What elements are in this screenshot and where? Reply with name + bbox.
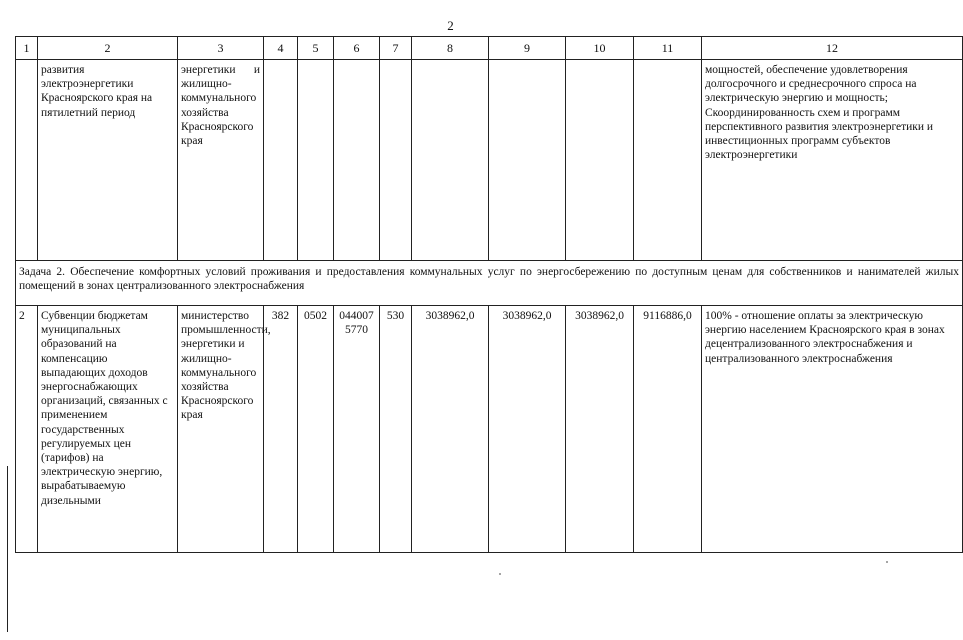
cell-csr — [334, 60, 380, 261]
header-cell: 10 — [566, 37, 634, 60]
cell-rzpr: 0502 — [298, 306, 334, 553]
cell-year2: 3038962,0 — [489, 306, 566, 553]
cell-responsible: министерство промышленности, энергетики и жилищно-коммунального хозяйства Красноярского края — [178, 306, 264, 553]
cell-result: мощностей, обеспечение удовлетворения долгосрочного и среднесрочного спроса на электрическую энергию и мощность; Скоординированность схем и программ перспективного развития электроэнергетики и инвестиционных программ субъектов электроэнергетики — [702, 60, 963, 261]
header-cell: 4 — [264, 37, 298, 60]
header-cell: 12 — [702, 37, 963, 60]
margin-line — [7, 466, 8, 632]
cell-csr: 0440075770 — [334, 306, 380, 553]
header-cell: 9 — [489, 37, 566, 60]
task-row — [16, 261, 963, 306]
cell-year3: 3038962,0 — [566, 306, 634, 553]
header-cell: 1 — [16, 37, 38, 60]
header-cell: 11 — [634, 37, 702, 60]
cell-responsible: энергетики и жилищно-коммунального хозяйства Красноярского края — [178, 60, 264, 261]
cell-vr: 530 — [380, 306, 412, 553]
table-row — [16, 60, 963, 261]
table-row — [16, 306, 963, 553]
page-number: 2 — [447, 18, 454, 33]
cell-number: 2 — [16, 306, 38, 553]
cell-year1: 3038962,0 — [412, 306, 489, 553]
cell-rzpr — [298, 60, 334, 261]
header-cell: 8 — [412, 37, 489, 60]
cell-year1 — [412, 60, 489, 261]
cell-total — [634, 60, 702, 261]
header-cell: 7 — [380, 37, 412, 60]
cell-measure-name: Субвенции бюджетам муниципальных образований на компенсацию выпадающих доходов энергоснабжающих организаций, связанных с применением государственных регулируемых цен (тарифов) на электрическую энергию, вырабатываемую дизельными — [38, 306, 178, 553]
task-text: Задача 2. Обеспечение комфортных условий проживания и предоставления коммунальных услуг по энергосбережению по доступным ценам для собственников и нанимателей жилых помещений в зонах централизованного электроснабжения — [16, 261, 963, 306]
scan-speck — [886, 561, 888, 563]
cell-vr — [380, 60, 412, 261]
cell-measure-name: развития электроэнергетики Красноярского края на пятилетний период — [38, 60, 178, 261]
header-cell: 5 — [298, 37, 334, 60]
cell-grbs: 382 — [264, 306, 298, 553]
header-cell: 6 — [334, 37, 380, 60]
cell-grbs — [264, 60, 298, 261]
cell-total: 9116886,0 — [634, 306, 702, 553]
header-cell: 3 — [178, 37, 264, 60]
scan-speck — [499, 573, 501, 575]
cell-year3 — [566, 60, 634, 261]
cell-number — [16, 60, 38, 261]
budget-table — [15, 36, 963, 553]
cell-year2 — [489, 60, 566, 261]
cell-result: 100% - отношение оплаты за электрическую энергию населением Красноярского края в зонах децентрализованного электроснабжения и централизованного электроснабжения — [702, 306, 963, 553]
header-row — [16, 37, 963, 60]
header-cell: 2 — [38, 37, 178, 60]
